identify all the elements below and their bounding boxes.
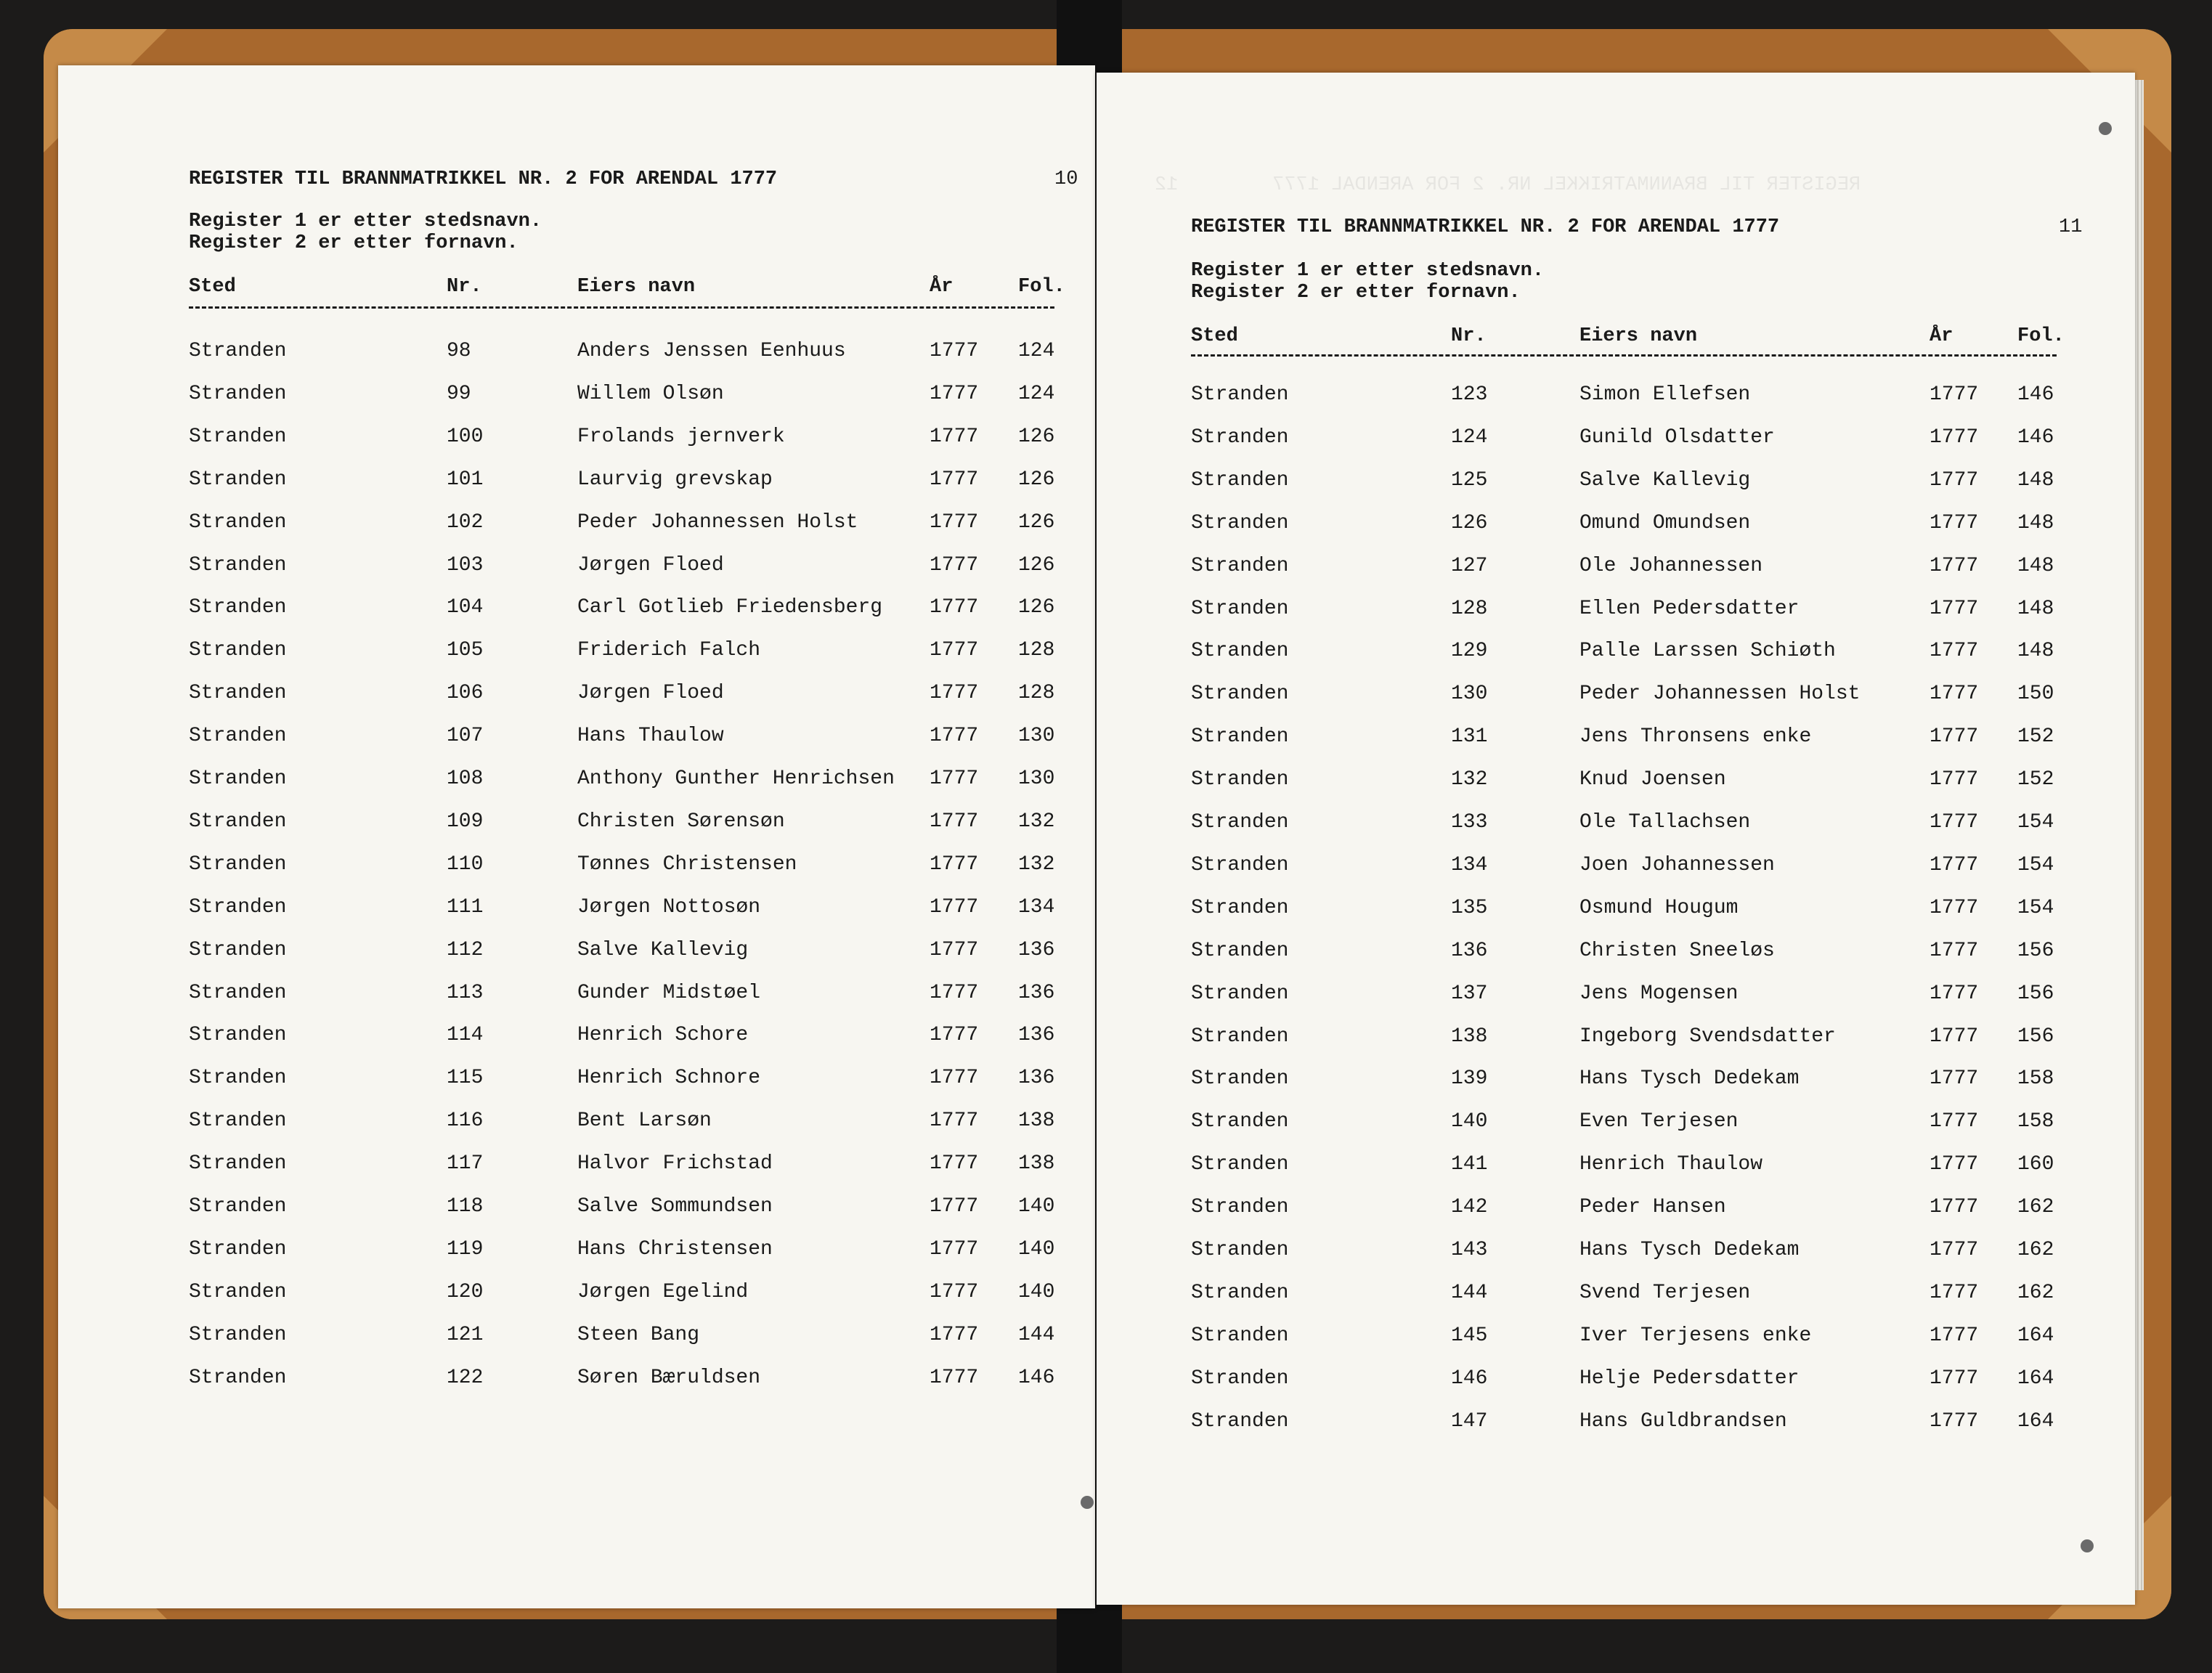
cell-eiers-navn: Joen Johannessen <box>1579 853 1775 876</box>
cell-nr: 117 <box>447 1152 484 1176</box>
column-header-eiers-navn: Eiers navn <box>577 276 696 298</box>
cell-fol: 162 <box>2017 1281 2054 1304</box>
cell-fol: 154 <box>2017 811 2054 834</box>
cell-eiers-navn: Hans Guldbrandsen <box>1579 1409 1787 1433</box>
cell-eiers-navn: Tønnes Christensen <box>577 852 797 876</box>
cell-aar: 1777 <box>1930 811 1979 834</box>
cell-sted: Stranden <box>1191 426 1289 449</box>
cell-nr: 125 <box>1451 468 1488 492</box>
cell-nr: 120 <box>447 1280 484 1303</box>
cell-fol: 162 <box>2017 1196 2054 1219</box>
cell-aar: 1777 <box>930 553 979 577</box>
cell-nr: 121 <box>447 1323 484 1346</box>
cell-fol: 136 <box>1018 1024 1055 1047</box>
cell-eiers-navn: Søren Bæruldsen <box>577 1366 761 1389</box>
cell-sted: Stranden <box>189 510 287 534</box>
punch-hole <box>2099 122 2112 135</box>
cell-aar: 1777 <box>930 468 979 491</box>
cell-sted: Stranden <box>189 1152 287 1176</box>
cell-nr: 105 <box>447 639 484 662</box>
cell-nr: 119 <box>447 1237 484 1261</box>
cell-sted: Stranden <box>1191 597 1289 620</box>
cell-fol: 130 <box>1018 725 1055 748</box>
cell-nr: 98 <box>447 340 471 362</box>
cell-aar: 1777 <box>1930 1281 1979 1304</box>
cell-nr: 127 <box>1451 554 1488 577</box>
cell-eiers-navn: Anders Jenssen Eenhuus <box>577 340 846 362</box>
cell-nr: 139 <box>1451 1067 1488 1091</box>
cell-fol: 162 <box>2017 1239 2054 1261</box>
cell-fol: 154 <box>2017 896 2054 919</box>
column-header-nr: Nr. <box>1451 325 1487 347</box>
cell-sted: Stranden <box>189 1110 287 1133</box>
cell-fol: 132 <box>1018 852 1055 876</box>
cell-aar: 1777 <box>1930 468 1979 492</box>
cell-sted: Stranden <box>1191 1324 1289 1347</box>
cell-eiers-navn: Henrich Schore <box>577 1024 749 1047</box>
cell-nr: 104 <box>447 596 484 619</box>
cell-nr: 100 <box>447 425 484 448</box>
cell-nr: 140 <box>1451 1110 1488 1133</box>
cell-eiers-navn: Jørgen Floed <box>577 553 724 577</box>
cell-fol: 136 <box>1018 1067 1055 1090</box>
column-header-fol: Fol. <box>1018 276 1065 298</box>
cell-eiers-navn: Helje Pedersdatter <box>1579 1367 1800 1390</box>
cell-nr: 133 <box>1451 811 1488 834</box>
cell-sted: Stranden <box>189 938 287 961</box>
cell-fol: 124 <box>1018 382 1055 405</box>
page-title: REGISTER TIL BRANNMATRIKKEL NR. 2 FOR ARENDAL 1777 <box>189 168 778 190</box>
cell-sted: Stranden <box>189 340 287 362</box>
cell-eiers-navn: Carl Gotlieb Friedensberg <box>577 596 883 619</box>
cell-nr: 145 <box>1451 1324 1488 1347</box>
cell-eiers-navn: Friderich Falch <box>577 639 761 662</box>
column-header-aar: År <box>1930 325 1953 347</box>
cell-sted: Stranden <box>1191 1067 1289 1091</box>
cell-fol: 148 <box>2017 597 2054 620</box>
cell-sted: Stranden <box>1191 1281 1289 1304</box>
subtitle-register-2: Register 2 er etter fornavn. <box>189 232 519 254</box>
cell-fol: 148 <box>2017 640 2054 663</box>
cell-aar: 1777 <box>1930 1153 1979 1176</box>
cell-sted: Stranden <box>1191 640 1289 663</box>
cell-nr: 115 <box>447 1067 484 1090</box>
cell-fol: 124 <box>1018 340 1055 362</box>
cell-eiers-navn: Henrich Thaulow <box>1579 1153 1763 1176</box>
cell-aar: 1777 <box>930 938 979 961</box>
cell-eiers-navn: Ole Johannessen <box>1579 554 1763 577</box>
cell-aar: 1777 <box>930 639 979 662</box>
cell-nr: 144 <box>1451 1281 1488 1304</box>
page-number: 10 <box>1054 168 1078 190</box>
column-header-nr: Nr. <box>447 276 482 298</box>
cell-sted: Stranden <box>189 725 287 748</box>
cell-sted: Stranden <box>189 895 287 919</box>
cell-sted: Stranden <box>189 1024 287 1047</box>
cell-sted: Stranden <box>1191 725 1289 749</box>
cell-sted: Stranden <box>1191 468 1289 492</box>
cell-fol: 126 <box>1018 553 1055 577</box>
cell-eiers-navn: Osmund Hougum <box>1579 896 1739 919</box>
cell-nr: 141 <box>1451 1153 1488 1176</box>
cell-nr: 99 <box>447 382 471 405</box>
cell-nr: 112 <box>447 938 484 961</box>
cell-sted: Stranden <box>189 639 287 662</box>
cell-sted: Stranden <box>1191 1367 1289 1390</box>
cell-sted: Stranden <box>189 425 287 448</box>
cell-fol: 156 <box>2017 1025 2054 1048</box>
cell-sted: Stranden <box>1191 811 1289 834</box>
cell-eiers-navn: Jens Thronsens enke <box>1579 725 1812 749</box>
cell-sted: Stranden <box>189 1195 287 1218</box>
cell-aar: 1777 <box>930 382 979 405</box>
cell-aar: 1777 <box>1930 1067 1979 1091</box>
cell-sted: Stranden <box>189 553 287 577</box>
cell-aar: 1777 <box>1930 511 1979 534</box>
cell-aar: 1777 <box>930 1067 979 1090</box>
cell-nr: 123 <box>1451 383 1488 406</box>
cell-nr: 107 <box>447 725 484 748</box>
cell-sted: Stranden <box>1191 1196 1289 1219</box>
cell-sted: Stranden <box>189 468 287 491</box>
cell-nr: 135 <box>1451 896 1488 919</box>
cell-fol: 146 <box>1018 1366 1055 1389</box>
cell-aar: 1777 <box>1930 640 1979 663</box>
column-header-aar: År <box>930 276 953 298</box>
cell-eiers-navn: Steen Bang <box>577 1323 700 1346</box>
cell-eiers-navn: Even Terjesen <box>1579 1110 1739 1133</box>
cell-nr: 114 <box>447 1024 484 1047</box>
cell-aar: 1777 <box>930 852 979 876</box>
cell-sted: Stranden <box>189 382 287 405</box>
cell-eiers-navn: Palle Larssen Schiøth <box>1579 640 1836 663</box>
cell-nr: 134 <box>1451 853 1488 876</box>
cell-aar: 1777 <box>1930 1239 1979 1261</box>
cell-fol: 126 <box>1018 510 1055 534</box>
cell-eiers-navn: Frolands jernverk <box>577 425 785 448</box>
cell-fol: 130 <box>1018 768 1055 790</box>
cell-fol: 146 <box>2017 383 2054 406</box>
cell-fol: 154 <box>2017 853 2054 876</box>
cell-fol: 126 <box>1018 468 1055 491</box>
cell-eiers-navn: Christen Sneeløs <box>1579 939 1775 962</box>
cell-eiers-navn: Hans Thaulow <box>577 725 724 748</box>
cell-fol: 158 <box>2017 1110 2054 1133</box>
cell-eiers-navn: Ellen Pedersdatter <box>1579 597 1800 620</box>
cell-nr: 126 <box>1451 511 1488 534</box>
column-header-sted: Sted <box>1191 325 1238 347</box>
cell-sted: Stranden <box>189 1323 287 1346</box>
cell-nr: 146 <box>1451 1367 1488 1390</box>
cell-aar: 1777 <box>930 682 979 705</box>
cell-fol: 134 <box>1018 895 1055 919</box>
cell-nr: 111 <box>447 895 484 919</box>
cell-eiers-navn: Bent Larsøn <box>577 1110 712 1133</box>
column-header-fol: Fol. <box>2017 325 2065 347</box>
cell-eiers-navn: Willem Olsøn <box>577 382 724 405</box>
cell-fol: 148 <box>2017 511 2054 534</box>
cell-eiers-navn: Gunder Midstøel <box>577 981 761 1004</box>
cell-eiers-navn: Jørgen Floed <box>577 682 724 705</box>
cell-sted: Stranden <box>189 596 287 619</box>
cell-sted: Stranden <box>1191 896 1289 919</box>
cell-aar: 1777 <box>930 725 979 748</box>
cell-nr: 101 <box>447 468 484 491</box>
cell-aar: 1777 <box>930 981 979 1004</box>
cell-nr: 136 <box>1451 939 1488 962</box>
cell-fol: 132 <box>1018 810 1055 833</box>
cell-fol: 140 <box>1018 1195 1055 1218</box>
cell-eiers-navn: Jørgen Egelind <box>577 1280 749 1303</box>
cell-nr: 106 <box>447 682 484 705</box>
cell-sted: Stranden <box>1191 1409 1289 1433</box>
cell-sted: Stranden <box>1191 1153 1289 1176</box>
page-title: REGISTER TIL BRANNMATRIKKEL NR. 2 FOR ARENDAL 1777 <box>1191 216 1780 238</box>
cell-aar: 1777 <box>930 425 979 448</box>
cell-nr: 110 <box>447 852 484 876</box>
cell-eiers-navn: Ole Tallachsen <box>1579 811 1751 834</box>
left-page <box>58 65 1095 1608</box>
cell-nr: 130 <box>1451 683 1488 706</box>
cell-nr: 147 <box>1451 1409 1488 1433</box>
cell-eiers-navn: Salve Kallevig <box>577 938 749 961</box>
subtitle-register-2: Register 2 er etter fornavn. <box>1191 282 1521 304</box>
cell-aar: 1777 <box>1930 725 1979 749</box>
subtitle-register-1: Register 1 er etter stedsnavn. <box>189 211 542 232</box>
cell-nr: 128 <box>1451 597 1488 620</box>
cell-nr: 116 <box>447 1110 484 1133</box>
cell-aar: 1777 <box>930 596 979 619</box>
cell-nr: 103 <box>447 553 484 577</box>
cell-fol: 128 <box>1018 682 1055 705</box>
cell-fol: 164 <box>2017 1367 2054 1390</box>
cell-fol: 164 <box>2017 1409 2054 1433</box>
cell-aar: 1777 <box>1930 896 1979 919</box>
cell-nr: 102 <box>447 510 484 534</box>
cell-aar: 1777 <box>1930 1409 1979 1433</box>
cell-eiers-navn: Jørgen Nottosøn <box>577 895 761 919</box>
cell-sted: Stranden <box>189 1067 287 1090</box>
cell-fol: 136 <box>1018 938 1055 961</box>
cell-aar: 1777 <box>1930 1110 1979 1133</box>
cell-sted: Stranden <box>1191 683 1289 706</box>
cell-nr: 132 <box>1451 768 1488 791</box>
column-header-sted: Sted <box>189 276 236 298</box>
cell-eiers-navn: Simon Ellefsen <box>1579 383 1751 406</box>
cell-sted: Stranden <box>1191 853 1289 876</box>
cell-aar: 1777 <box>930 1237 979 1261</box>
cell-sted: Stranden <box>189 852 287 876</box>
cell-aar: 1777 <box>930 1152 979 1176</box>
cell-eiers-navn: Laurvig grevskap <box>577 468 773 491</box>
cell-sted: Stranden <box>1191 982 1289 1005</box>
column-header-eiers-navn: Eiers navn <box>1579 325 1698 347</box>
cell-sted: Stranden <box>1191 1025 1289 1048</box>
cell-eiers-navn: Knud Joensen <box>1579 768 1726 791</box>
cell-fol: 150 <box>2017 683 2054 706</box>
cell-eiers-navn: Omund Omundsen <box>1579 511 1751 534</box>
cell-fol: 138 <box>1018 1110 1055 1133</box>
cell-sted: Stranden <box>189 682 287 705</box>
cell-eiers-navn: Gunild Olsdatter <box>1579 426 1775 449</box>
cell-aar: 1777 <box>1930 597 1979 620</box>
cell-fol: 160 <box>2017 1153 2054 1176</box>
cell-aar: 1777 <box>930 810 979 833</box>
cell-fol: 128 <box>1018 639 1055 662</box>
bleed-through-text: REGISTER TIL BRANNMATRIKKEL NR. 2 FOR ARENDAL 1777 12 <box>1155 174 1861 196</box>
cell-sted: Stranden <box>189 810 287 833</box>
cell-aar: 1777 <box>930 895 979 919</box>
cell-fol: 156 <box>2017 939 2054 962</box>
cell-sted: Stranden <box>189 1366 287 1389</box>
cell-fol: 152 <box>2017 768 2054 791</box>
cell-sted: Stranden <box>189 1237 287 1261</box>
cell-eiers-navn: Halvor Frichstad <box>577 1152 773 1176</box>
cell-nr: 122 <box>447 1366 484 1389</box>
cell-aar: 1777 <box>930 1195 979 1218</box>
cell-aar: 1777 <box>1930 1025 1979 1048</box>
cell-sted: Stranden <box>1191 1110 1289 1133</box>
cell-sted: Stranden <box>189 981 287 1004</box>
cell-nr: 124 <box>1451 426 1488 449</box>
cell-eiers-navn: Peder Johannessen Holst <box>577 510 858 534</box>
cell-eiers-navn: Christen Sørensøn <box>577 810 785 833</box>
cell-aar: 1777 <box>1930 683 1979 706</box>
cell-fol: 158 <box>2017 1067 2054 1091</box>
cell-aar: 1777 <box>1930 939 1979 962</box>
header-rule <box>1191 354 2057 357</box>
cell-sted: Stranden <box>1191 768 1289 791</box>
cell-fol: 156 <box>2017 982 2054 1005</box>
cell-sted: Stranden <box>1191 939 1289 962</box>
cell-eiers-navn: Svend Terjesen <box>1579 1281 1751 1304</box>
header-rule <box>189 306 1054 309</box>
cell-eiers-navn: Hans Tysch Dedekam <box>1579 1067 1800 1091</box>
cell-fol: 144 <box>1018 1323 1055 1346</box>
cell-nr: 137 <box>1451 982 1488 1005</box>
cell-nr: 143 <box>1451 1239 1488 1261</box>
cell-eiers-navn: Hans Tysch Dedekam <box>1579 1239 1800 1261</box>
cell-nr: 109 <box>447 810 484 833</box>
cell-nr: 131 <box>1451 725 1488 749</box>
cell-nr: 142 <box>1451 1196 1488 1219</box>
cell-nr: 108 <box>447 768 484 790</box>
cell-sted: Stranden <box>189 1280 287 1303</box>
cell-fol: 152 <box>2017 725 2054 749</box>
cell-eiers-navn: Henrich Schnore <box>577 1067 761 1090</box>
cell-eiers-navn: Salve Kallevig <box>1579 468 1751 492</box>
cell-aar: 1777 <box>1930 768 1979 791</box>
cell-eiers-navn: Ingeborg Svendsdatter <box>1579 1025 1836 1048</box>
cell-aar: 1777 <box>1930 426 1979 449</box>
cell-nr: 118 <box>447 1195 484 1218</box>
cell-nr: 129 <box>1451 640 1488 663</box>
cell-aar: 1777 <box>1930 383 1979 406</box>
cell-nr: 113 <box>447 981 484 1004</box>
cell-eiers-navn: Iver Terjesens enke <box>1579 1324 1812 1347</box>
cell-aar: 1777 <box>930 1366 979 1389</box>
cell-fol: 140 <box>1018 1280 1055 1303</box>
cell-nr: 138 <box>1451 1025 1488 1048</box>
cell-aar: 1777 <box>930 1024 979 1047</box>
punch-hole <box>1081 1496 1094 1509</box>
cell-aar: 1777 <box>1930 1324 1979 1347</box>
cell-aar: 1777 <box>1930 1196 1979 1219</box>
cell-fol: 140 <box>1018 1237 1055 1261</box>
subtitle-register-1: Register 1 er etter stedsnavn. <box>1191 260 1545 282</box>
cell-eiers-navn: Hans Christensen <box>577 1237 773 1261</box>
cell-sted: Stranden <box>1191 554 1289 577</box>
cell-fol: 138 <box>1018 1152 1055 1176</box>
cell-eiers-navn: Salve Sommundsen <box>577 1195 773 1218</box>
page-number: 11 <box>2059 216 2083 238</box>
cell-fol: 148 <box>2017 468 2054 492</box>
cell-aar: 1777 <box>930 1323 979 1346</box>
cell-fol: 146 <box>2017 426 2054 449</box>
cell-aar: 1777 <box>1930 1367 1979 1390</box>
cell-aar: 1777 <box>930 510 979 534</box>
cell-fol: 126 <box>1018 425 1055 448</box>
cell-aar: 1777 <box>1930 982 1979 1005</box>
cell-sted: Stranden <box>1191 383 1289 406</box>
cell-aar: 1777 <box>1930 853 1979 876</box>
cell-fol: 136 <box>1018 981 1055 1004</box>
cell-eiers-navn: Anthony Gunther Henrichsen <box>577 768 895 790</box>
cell-aar: 1777 <box>1930 554 1979 577</box>
cell-sted: Stranden <box>189 768 287 790</box>
right-page <box>1097 73 2135 1605</box>
cell-fol: 148 <box>2017 554 2054 577</box>
cell-eiers-navn: Peder Hansen <box>1579 1196 1726 1219</box>
cell-eiers-navn: Peder Johannessen Holst <box>1579 683 1861 706</box>
cell-fol: 126 <box>1018 596 1055 619</box>
cell-sted: Stranden <box>1191 1239 1289 1261</box>
cell-eiers-navn: Jens Mogensen <box>1579 982 1739 1005</box>
cell-aar: 1777 <box>930 1280 979 1303</box>
punch-hole <box>2081 1539 2094 1552</box>
cell-aar: 1777 <box>930 1110 979 1133</box>
cell-aar: 1777 <box>930 768 979 790</box>
cell-sted: Stranden <box>1191 511 1289 534</box>
cell-aar: 1777 <box>930 340 979 362</box>
cell-fol: 164 <box>2017 1324 2054 1347</box>
